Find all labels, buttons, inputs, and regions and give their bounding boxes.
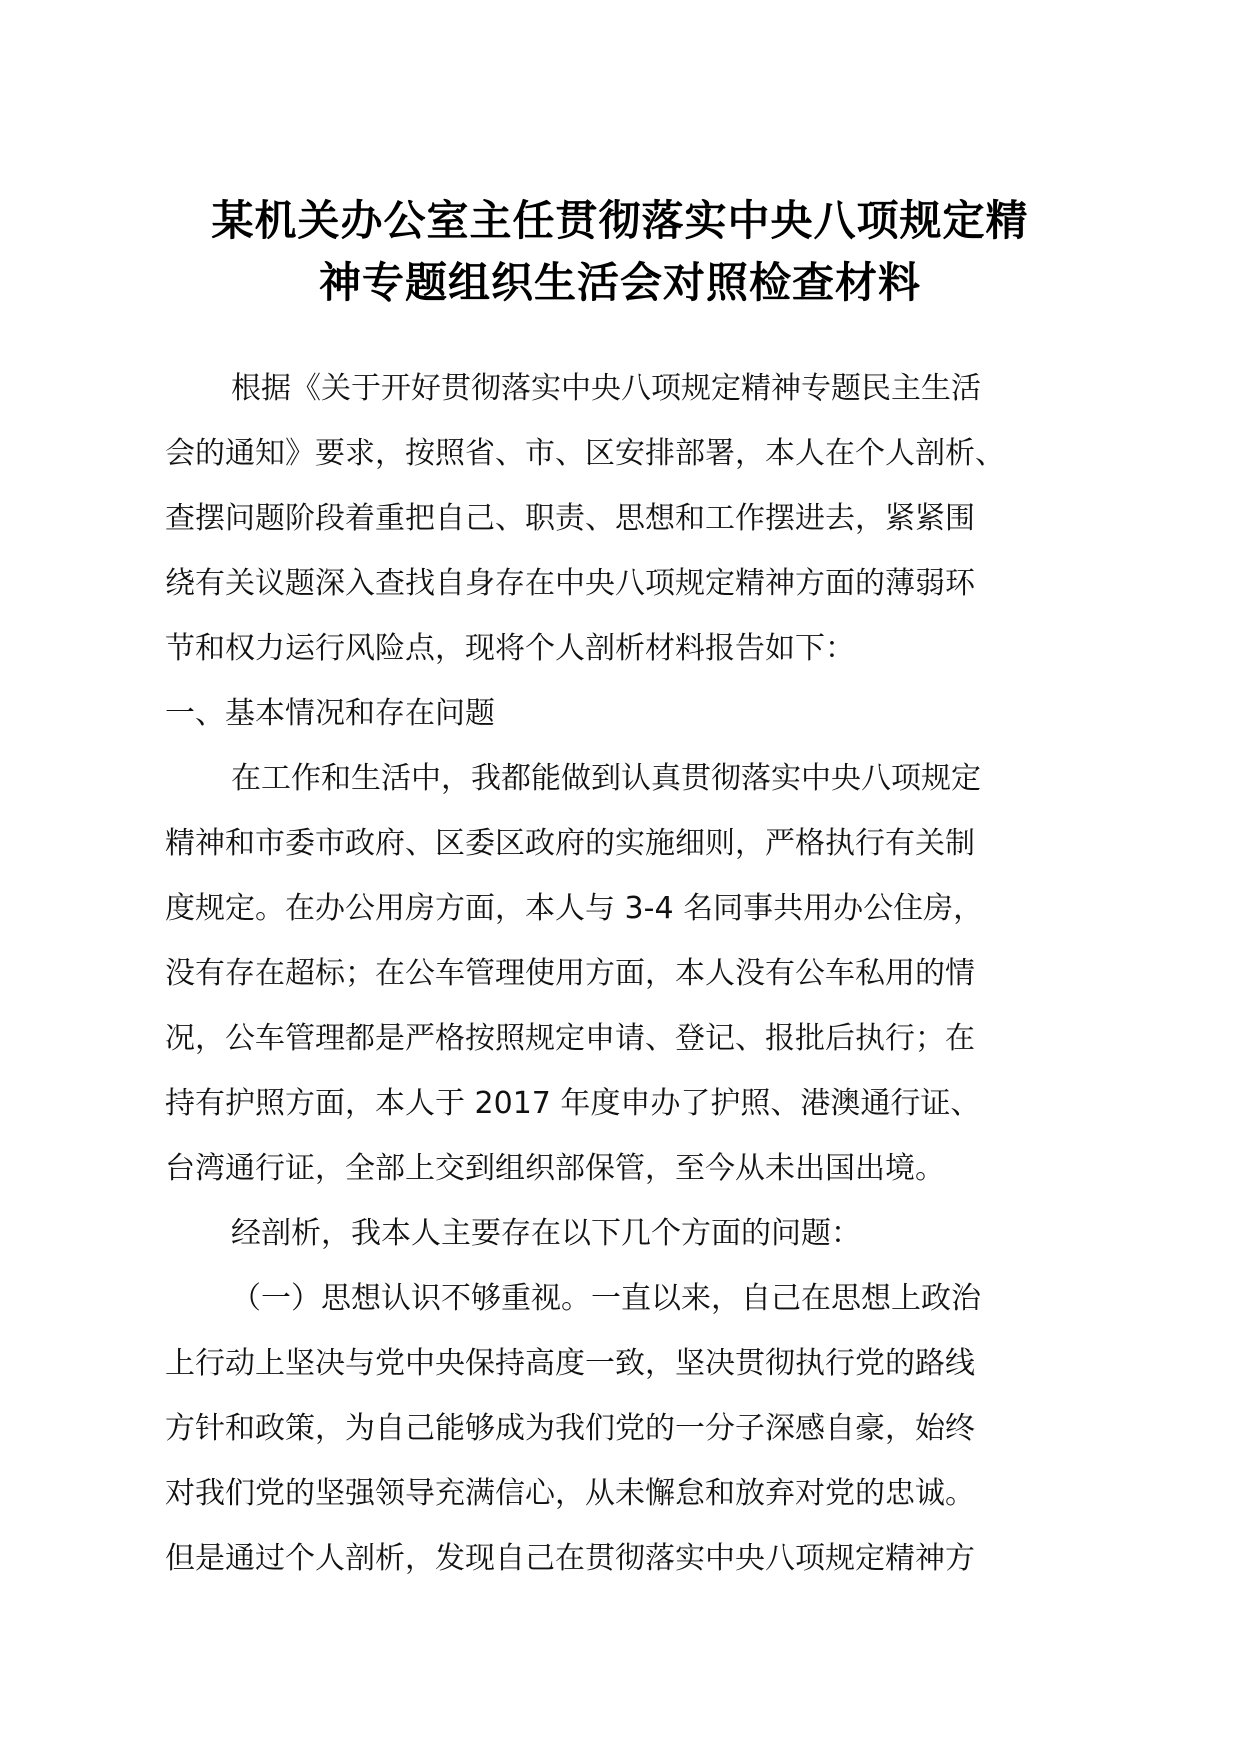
text-line: （一）思想认识不够重视。一直以来，自己在思想上政治 <box>231 1281 981 1316</box>
text-line: 经剖析，我本人主要存在以下几个方面的问题： <box>231 1216 861 1251</box>
text-line: 持有护照方面，本人于 2017 年度申办了护照、港澳通行证、 <box>165 1086 981 1121</box>
text-line: 对我们党的坚强领导充满信心，从未懈怠和放弃对党的忠诚。 <box>165 1476 975 1511</box>
text-line: 上行动上坚决与党中央保持高度一致，坚决贯彻执行党的路线 <box>165 1346 975 1381</box>
text-line: 精神和市委市政府、区委区政府的实施细则，严格执行有关制 <box>165 826 975 861</box>
text-line: 节和权力运行风险点，现将个人剖析材料报告如下： <box>165 631 855 666</box>
text-line: 根据《关于开好贯彻落实中央八项规定精神专题民主生活 <box>231 371 981 406</box>
text-line: 但是通过个人剖析，发现自己在贯彻落实中央八项规定精神方 <box>165 1541 975 1576</box>
body-paragraph <box>165 746 1075 1201</box>
text-line: 会的通知》要求，按照省、市、区安排部署，本人在个人剖析、 <box>165 436 1005 471</box>
text-line: 绕有关议题深入查找自身存在中央八项规定精神方面的薄弱环 <box>165 566 975 601</box>
document-body <box>165 356 1075 1591</box>
text-line: 况，公车管理都是严格按照规定申请、登记、报批后执行；在 <box>165 1021 975 1056</box>
text-line: 在工作和生活中，我都能做到认真贯彻落实中央八项规定 <box>231 761 981 796</box>
title-line: 某机关办公室主任贯彻落实中央八项规定精 <box>211 196 1029 245</box>
title-line: 神专题组织生活会对照检查材料 <box>318 258 921 307</box>
text-line: 一、基本情况和存在问题 <box>165 696 495 731</box>
body-paragraph <box>165 1201 1075 1266</box>
text-line: 查摆问题阶段着重把自己、职责、思想和工作摆进去，紧紧围 <box>165 501 975 536</box>
text-line: 没有存在超标；在公车管理使用方面，本人没有公车私用的情 <box>165 956 975 991</box>
document-title <box>165 190 1075 314</box>
text-line: 台湾通行证，全部上交到组织部保管，至今从未出国出境。 <box>165 1151 945 1186</box>
text-line: 度规定。在办公用房方面，本人与 3-4 名同事共用办公住房， <box>165 891 984 926</box>
section-heading <box>165 681 1075 746</box>
body-paragraph <box>165 356 1075 681</box>
text-line: 方针和政策，为自己能够成为我们党的一分子深感自豪，始终 <box>165 1411 975 1446</box>
body-paragraph <box>165 1266 1075 1591</box>
